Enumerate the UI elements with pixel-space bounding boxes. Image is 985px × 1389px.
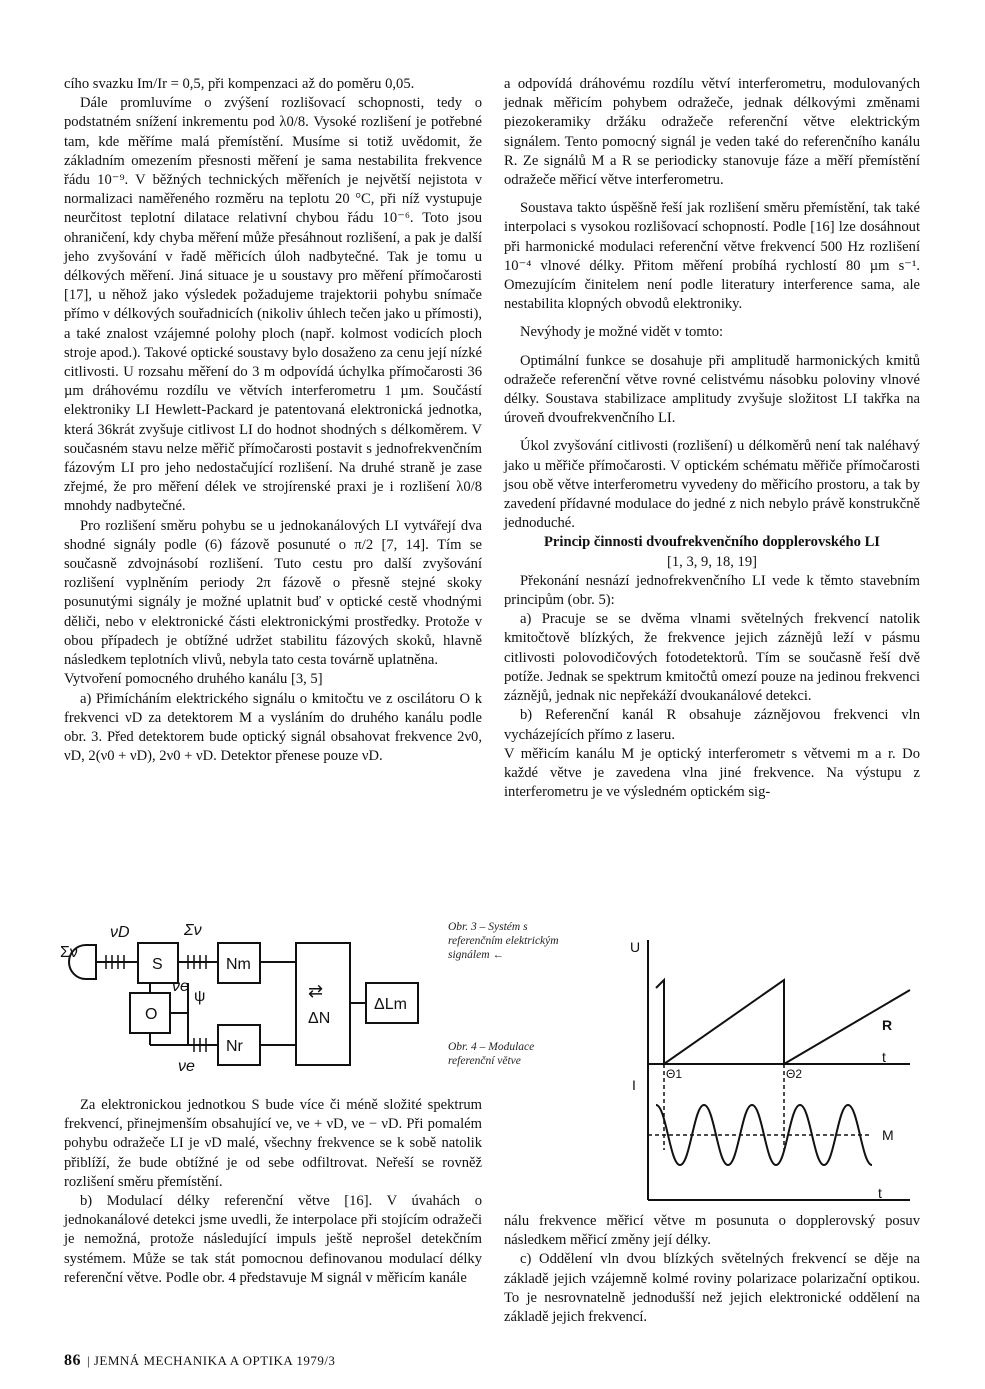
paragraph: b) Referenční kanál R obsahuje záznějovou frekvenci vln vycházejících přímo z laseru. (504, 707, 920, 743)
page-number: 86 (64, 1352, 81, 1369)
paragraph: Soustava takto úspěšně řeší jak rozlišení směru přemístění, tak také interpolaci s vysokou rozlišovací schopností. Podle [16] lze dosáhnout při harmonické modulaci referenční větve frekvencí 500 Hz rozlišení 10⁻⁴ vlnové délky. Přitom měření probíhá rychlostí 80 µm s⁻¹. Omezujícím činitelem není podle literatury interference sama, ale nestabilita klopných obvodů elektroniky. (504, 200, 920, 313)
figure-3-block-diagram (60, 915, 430, 1075)
paragraph: cího svazku Im/Ir = 0,5, při kompenzaci až do poměru 0,05. (64, 76, 415, 92)
paragraph: Optimální funkce se dosahuje při amplitudě harmonických kmitů odražeče referenční větve rovné celistvému násobku poloviny vlnové délky. Soustava stabilizace amplitudy zvyšuje složitost LI takřka na úroveň dvoufrekvenčního LI. (504, 352, 920, 427)
sum-frequency-label: Σν (184, 922, 202, 939)
paragraph: Za elektronickou jednotkou S bude více či méně složité spektrum frekvencí, přinejmenším obsahující νe, νe + νD, νe − νD. Při pomalém pohybu odražeče LI je νD malé, všechny frekvence se k sobě natolik přiblíží, že bude obtížné je od sebe odfiltrovat. Neřeší se rovněž rozlišení směru přemístění. (64, 1097, 482, 1190)
paragraph: a) Pracuje se se dvěma vlnami světelných frekvencí natolik kmitočtově blízkých, že frekvence jejich záznějů leží v pásmu citlivosti polovodičových fotodetektorů. Tím se současně řeší dvě potíže. Jednak se spektrum kmitočtů omezí pouze na jedinou frekvenci záznějů, jednak nic nepřekáží dvoukanálové detekci. (504, 611, 920, 705)
figure-4-caption: Obr. 4 – Modulace referenční větve (448, 1041, 535, 1067)
paragraph: Dále promluvíme o zvýšení rozlišovací schopnosti, tedy o podstatném snížení inkrementu pod λ0/8. Vysoké rozlišení je potřebné tam, kde měříme malá přemístění. Musíme si totiž uvědomit, že základním omezením přesnosti měření je sama nestabilita frekvence řádu 10⁻⁹. V běžných technických měřeních je největší nejistota v normalizaci naměřeného rozměru na teplotu 20 °C, při níž vystupuje neurčitost teplotní dilatace relativní chybou řádu 10⁻⁶. Toto jsou ohraničení, kdy chyba měření může přesáhnout rozlišení, a pak je další jeho zvyšování v řadě měřicích úloh nadbytečné. Tak je tomu u délkových měření. Jiná situace je u soustavy pro měření přímočarosti [17], u něhož jako výsledek požadujeme trajektorii pohybu snímače přímo v délkových souřadnicích (nikoliv úhlech tečen jako u přímosti), a také znalost vzájemné polohy ploch (např. kolmost vodicích ploch stroje apod.). Takové optické soustavy bylo dosaženo za cenu její nízké citlivosti. U rozsahu měření do 3 m odpovídá úchylka přímočarosti 36 µm dráhovému rozdílu ve větvích interferometru 1 µm. Součástí elektroniky LI Hewlett-Packard je patentovaná elektronická jednotka, která 36krát zvyšuje citlivost LI do hodnot shodných s délkoměrem. V současném stavu nelze měřič přímočarosti postavit s jednofrekvenčním fázovým LI pro jeho nedostačující rozlišení. Na druhé straně je zase zřejmé, že pro měření délek ve strojírenské praxi je i rozlišení λ0/8 mnohdy nadbytečné. (64, 95, 482, 515)
right-column (504, 75, 920, 802)
paragraph: a odpovídá dráhovému rozdílu větví interferometru, modulovaných jednak měřicím pohybem odražeče, jednak délkovými změnami piezokeramiky držáku odražeče referenční větve elektrickým signálem. Tento pomocný signál je veden také do referenčního kanálu R. Ze signálů M a R se periodicky stanovuje fáze a měří přemístění odražeče měřicí větve interferometru. (504, 76, 920, 189)
m-signal-label: M (882, 1127, 894, 1143)
figure-4-waveforms (620, 930, 920, 1210)
i-axis-label: I (632, 1077, 636, 1093)
input-sum-label: Σν (60, 944, 78, 961)
u-axis-label: U (630, 939, 641, 955)
figure-3-caption: Obr. 3 – Systém s referenčním elektrickým signálem ← (448, 921, 559, 961)
paragraph: nálu frekvence měřicí větve m posunuta o dopplerovský posuv následkem měřicí změny její délky. (504, 1213, 920, 1249)
journal-title: JEMNÁ MECHANIKA A OPTIKA 1979/3 (93, 1353, 336, 1368)
psi-label: ψ (194, 988, 206, 1005)
time-axis-label-top: t (882, 1049, 886, 1065)
paragraph: Úkol zvyšování citlivosti (rozlišení) u délkoměrů není tak naléhavý jako u měřiče přímočarosti. V optickém schématu měřiče přímočarosti jsou obě větve interferometru vyvedeny do měřicího prostoru, a tak by zavedení přídavné modulace do jedné z nich nebylo právě konstrukčně jednoduché. (504, 438, 920, 532)
right-column-lower (504, 1212, 920, 1327)
section-heading: Princip činnosti dvoufrekvenčního dopplerovského LI (544, 534, 880, 551)
oscillator-frequency-top-label: νe (172, 978, 189, 995)
block-dn-label: ΔN (308, 1010, 331, 1027)
paragraph: c) Oddělení vln dvou blízkých světelných frekvencí se děje na základě jejich vzájemně kolmé roviny polarizace polarizační optikou. To je nesrovnatelně jednodušší než jejich elektronické oddělení na základě jejich frekvencí. (504, 1251, 920, 1326)
section-heading-refs: [1, 3, 9, 18, 19] (667, 553, 757, 570)
time-axis-label-bottom: t (878, 1185, 882, 1201)
left-column (64, 75, 482, 766)
block-nm-label: Nm (226, 956, 251, 973)
block-dlm-label: ΔLm (374, 996, 407, 1013)
paragraph: Překonání nesnází jednofrekvenčního LI vede k těmto stavebním principům (obr. 5): (504, 572, 920, 609)
doppler-frequency-label: νD (110, 924, 130, 941)
theta2-label: Θ2 (786, 1067, 803, 1081)
oscillator-frequency-bottom-label: νe (178, 1058, 195, 1075)
paragraph: V měřicím kanálu M je optický interferometr s větvemi m a r. Do každé větve je zavedena vlna jiné frekvence. Na výstupu z interferometru je ve výsledném optickém sig- (504, 745, 920, 801)
direction-arrows-icon: ⇄ (308, 981, 324, 1001)
paragraph: a) Přimícháním elektrického signálu o kmitočtu νe z oscilátoru O k frekvenci νD za detektorem M a vysláním do druhého kanálu podle obr. 3. Před detektorem bude optický signál obsahovat frekvence 2ν0, νD, 2(ν0 + νD), 2ν0 + νD. Detektor přenese pouze νD. (64, 690, 482, 765)
theta1-label: Θ1 (666, 1067, 683, 1081)
paragraph: Nevýhody je možné vidět v tomto: (520, 324, 724, 341)
subheading: Vytvoření pomocného druhého kanálu [3, 5] (64, 671, 323, 688)
r-signal-label: R (882, 1017, 893, 1033)
paragraph: b) Modulací délky referenční větve [16]. V úvahách o jednokanálové detekci jsme uvedli, že interpolace při stojícím odražeči je nemožná, protože následující impuls ještě neprošel detekčním systémem. Může se tak stát pomocnou definovanou modulací délky referenční větve. Podle obr. 4 představuje M signál v měřicím kanále (64, 1193, 482, 1286)
page-footer: 86 | JEMNÁ MECHANIKA A OPTIKA 1979/3 (64, 1352, 336, 1369)
paragraph: Pro rozlišení směru pohybu se u jednokanálových LI vytvářejí dva shodné signály podle (6) fázově posunuté o π/2 [7, 14]. Tím se současně zdvojnásobí rozlišení. Tuto cestu pro další zvyšování rozlišení vyplněním periody 2π fázově o přesně stejné skoky posunutými signály je možné uplatnit buď v optické cestě vhodnými děliči, nebo v elektronické části elektronickými prostředky. Protože v obou případech je obtížné udržet stabilitu fázových skoků, hlavně následkem teplotních vlivů, nebyla tato cesta továrně uplatněna. (64, 517, 482, 669)
block-nr-label: Nr (226, 1038, 243, 1055)
left-column-lower (64, 1096, 482, 1288)
block-s-label: S (152, 956, 163, 973)
block-o-label: O (145, 1006, 158, 1023)
